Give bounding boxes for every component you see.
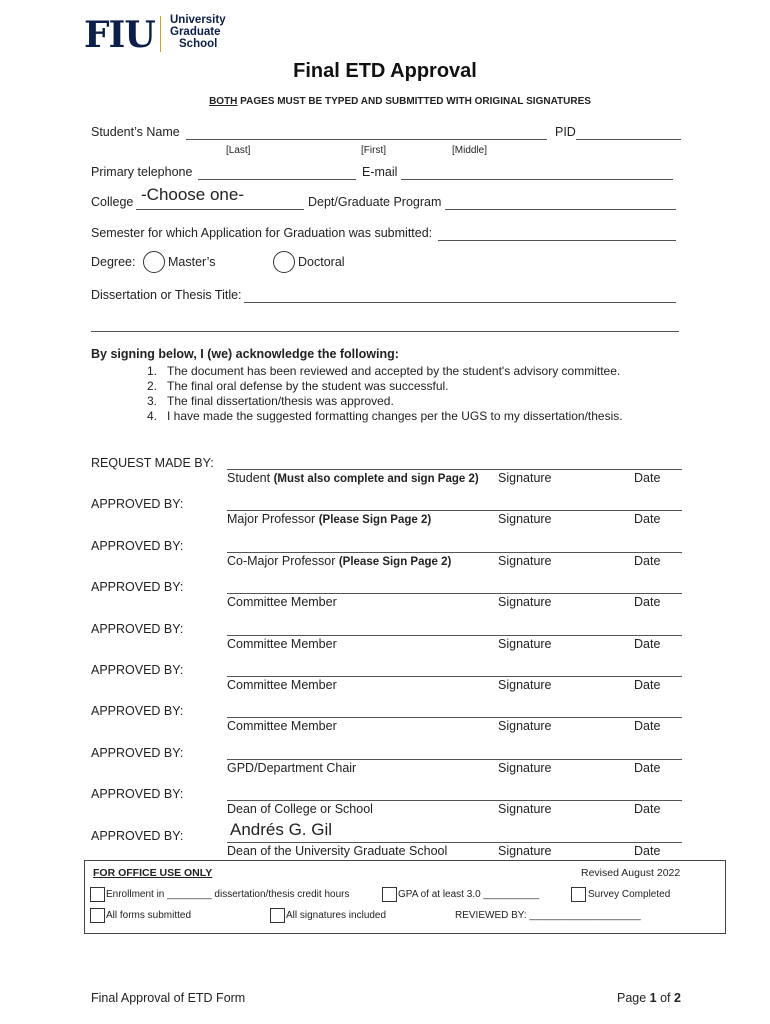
gpa-label: GPA of at least 3.0 __________	[398, 889, 540, 900]
phone-field[interactable]	[198, 179, 356, 180]
phone-label: Primary telephone	[91, 165, 193, 179]
approved-by-label: APPROVED BY:	[91, 580, 184, 594]
pid-field[interactable]	[576, 139, 681, 140]
date-caption: Date	[634, 719, 661, 733]
signature-caption: Signature	[498, 637, 552, 651]
approved-by-label: APPROVED BY:	[91, 539, 184, 553]
footer-form-name: Final Approval of ETD Form	[91, 991, 246, 1005]
page-total: 2	[674, 991, 681, 1005]
signature-caption: Signature	[498, 761, 552, 775]
date-caption: Date	[634, 637, 661, 651]
signer-role-note: (Must also complete and sign Page 2)	[273, 473, 479, 485]
dissertation-field-line2[interactable]	[91, 331, 679, 332]
approved-by-label: APPROVED BY:	[91, 622, 184, 636]
forms-checkbox[interactable]	[90, 908, 105, 923]
email-field[interactable]	[401, 179, 673, 180]
page-prefix: Page	[617, 991, 650, 1005]
middle-hint: [Middle]	[452, 145, 488, 156]
semester-field[interactable]	[438, 240, 676, 241]
signer-role-text: Dean of College or School	[227, 802, 373, 816]
signer-role	[227, 595, 337, 609]
signer-role	[227, 471, 479, 485]
revised-date: Revised August 2022	[581, 867, 681, 879]
acknowledge-item: 4. I have made the suggested formatting changes per the UGS to my dissertation/thesis.	[147, 409, 623, 423]
signature-caption: Signature	[498, 719, 552, 733]
subtitle-both: BOTH	[209, 96, 238, 107]
last-hint: [Last]	[226, 145, 251, 156]
approved-by-label: APPROVED BY:	[91, 497, 184, 511]
signer-role	[227, 554, 451, 568]
college-select-line	[136, 209, 304, 210]
degree-label: Degree:	[91, 255, 136, 269]
approved-by-label: APPROVED BY:	[91, 704, 184, 718]
acknowledge-item-text: The final oral defense by the student was successful.	[167, 379, 449, 393]
date-caption: Date	[634, 678, 661, 692]
signer-role-note: (Please Sign Page 2)	[318, 514, 432, 526]
signature-line[interactable]	[227, 676, 682, 677]
signer-role	[227, 512, 431, 526]
dept-label: Dept/Graduate Program	[308, 195, 442, 209]
date-caption: Date	[634, 471, 661, 485]
signature-name-value: Andrés G. Gil	[230, 820, 333, 839]
acknowledge-item: 1. The document has been reviewed and accepted by the student's advisory committee.	[147, 364, 621, 378]
signature-line[interactable]	[227, 593, 682, 594]
enrollment-checkbox[interactable]	[90, 887, 105, 902]
signer-role-text: Committee Member	[227, 678, 337, 692]
date-caption: Date	[634, 595, 661, 609]
signature-caption: Signature	[498, 471, 552, 485]
signature-caption: Signature	[498, 678, 552, 692]
signatures-checkbox[interactable]	[270, 908, 285, 923]
date-caption: Date	[634, 554, 661, 568]
masters-label: Master’s	[168, 255, 216, 269]
logo-divider	[160, 16, 161, 52]
email-label: E-mail	[362, 165, 398, 179]
signature-caption: Signature	[498, 844, 552, 858]
masters-radio[interactable]	[143, 251, 165, 273]
logo-line2: Graduate	[170, 26, 221, 38]
signature-caption: Signature	[498, 802, 552, 816]
semester-label: Semester for which Application for Graduation was submitted:	[91, 226, 433, 240]
signer-role-text: Major Professor	[227, 512, 319, 526]
signer-role-text: Committee Member	[227, 637, 337, 651]
dissertation-field[interactable]	[244, 302, 676, 303]
signer-role-text: Dean of the University Graduate School	[227, 844, 448, 858]
signer-role-text: GPD/Department Chair	[227, 761, 357, 775]
request-made-by-label: REQUEST MADE BY:	[91, 456, 214, 470]
reviewed-by: REVIEWED BY: ____________________	[455, 910, 641, 921]
office-heading: FOR OFFICE USE ONLY	[93, 867, 213, 879]
page-subtitle	[0, 96, 770, 107]
pid-label: PID	[555, 125, 576, 139]
signature-caption: Signature	[498, 554, 552, 568]
signer-role	[227, 719, 337, 733]
date-caption: Date	[634, 761, 661, 775]
page-of: of	[656, 991, 674, 1005]
logo-line3: School	[179, 38, 218, 50]
approved-by-label: APPROVED BY:	[91, 663, 184, 677]
survey-checkbox[interactable]	[571, 887, 586, 902]
signature-line[interactable]	[227, 469, 682, 470]
signer-role	[227, 637, 337, 651]
first-hint: [First]	[361, 145, 386, 156]
signer-role-text: Committee Member	[227, 595, 337, 609]
signatures-label: All signatures included	[286, 910, 387, 921]
signature-line[interactable]	[227, 800, 682, 801]
signature-caption: Signature	[498, 512, 552, 526]
acknowledge-item-text: The document has been reviewed and accepted by the student's advisory committee.	[167, 364, 621, 378]
signature-line[interactable]	[227, 842, 682, 843]
footer-page-number	[617, 991, 681, 1005]
subtitle-rest: PAGES MUST BE TYPED AND SUBMITTED WITH ORIGINAL SIGNATURES	[237, 96, 591, 107]
signer-role-text: Committee Member	[227, 719, 337, 733]
office-use-box	[84, 860, 726, 934]
student-name-label: Student’s Name	[91, 125, 180, 139]
signature-line[interactable]	[227, 759, 682, 760]
signature-line[interactable]	[227, 552, 682, 553]
acknowledge-item: 3. The final dissertation/thesis was approved.	[147, 394, 394, 408]
gpa-checkbox[interactable]	[382, 887, 397, 902]
date-caption: Date	[634, 844, 661, 858]
student-name-field[interactable]	[186, 139, 547, 140]
acknowledge-item-text: I have made the suggested formatting changes per the UGS to my dissertation/thesis.	[167, 409, 623, 423]
signature-line[interactable]	[227, 717, 682, 718]
acknowledge-item-text: The final dissertation/thesis was approved.	[167, 394, 394, 408]
acknowledge-item: 2. The final oral defense by the student was successful.	[147, 379, 449, 393]
signature-line[interactable]	[227, 510, 682, 511]
signer-role-note: (Please Sign Page 2)	[338, 556, 452, 568]
approved-by-label: APPROVED BY:	[91, 746, 184, 760]
college-select[interactable]: -Choose one-	[141, 185, 245, 204]
signer-role	[227, 761, 356, 775]
page-current: 1	[649, 991, 657, 1005]
approved-by-label: APPROVED BY:	[91, 829, 184, 843]
logo-line1: University	[170, 14, 226, 26]
acknowledge-heading: By signing below, I (we) acknowledge the following:	[91, 347, 399, 361]
dissertation-label: Dissertation or Thesis Title:	[91, 288, 242, 302]
page-title: Final ETD Approval	[293, 60, 477, 82]
dept-field[interactable]	[445, 209, 676, 210]
fiu-logo-mark: FIU	[84, 14, 155, 56]
signer-role	[227, 678, 337, 692]
college-label: College	[91, 195, 134, 209]
forms-label: All forms submitted	[106, 910, 192, 921]
signer-role	[227, 802, 373, 816]
signature-line[interactable]	[227, 635, 682, 636]
date-caption: Date	[634, 512, 661, 526]
survey-label: Survey Completed	[588, 889, 671, 900]
date-caption: Date	[634, 802, 661, 816]
signer-role-text: Co-Major Professor	[227, 554, 339, 568]
doctoral-radio[interactable]	[273, 251, 295, 273]
signature-caption: Signature	[498, 595, 552, 609]
enrollment-label: Enrollment in ________ dissertation/thesis credit hours	[106, 889, 350, 900]
approved-by-label: APPROVED BY:	[91, 787, 184, 801]
signer-role-text: Student	[227, 471, 274, 485]
doctoral-label: Doctoral	[298, 255, 345, 269]
signer-role	[227, 844, 447, 858]
